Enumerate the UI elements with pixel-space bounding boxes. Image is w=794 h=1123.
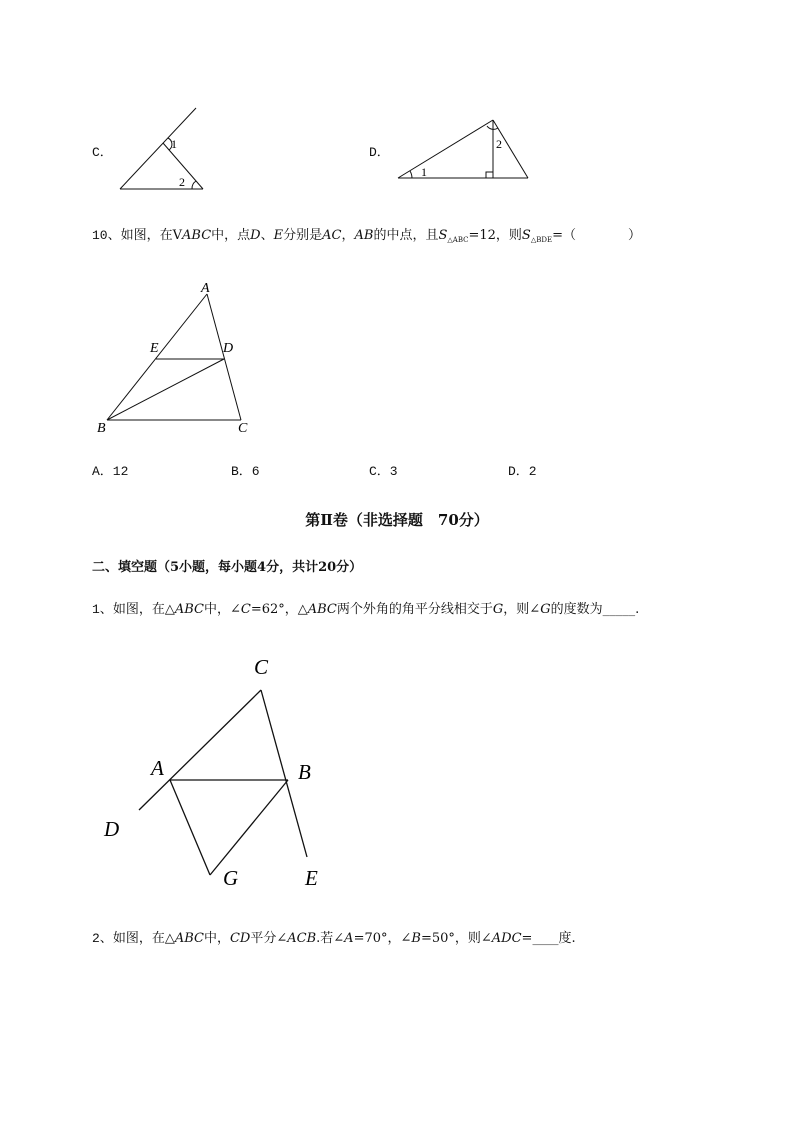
section-2-title: 第Ⅱ卷（非选择题 70分） [305,511,489,529]
q10-option-d: D．2 [508,464,537,479]
q10-label-e: E [150,341,159,356]
q10-option-a: A．12 [92,464,129,479]
q10-label-a: A [201,281,210,296]
part-2-heading: 二、填空题（5小题，每小题4分，共计20分） [92,560,363,575]
option-c-figure [110,100,220,195]
q10-label-d: D [223,341,234,356]
option-d-label: D． [369,145,390,160]
option-c-angle-1: 1 [171,137,177,151]
fill-question-1-figure [95,645,345,900]
fill-question-2-text: 2、如图，在△ABC中，CD平分∠ACB.若∠A=70°，∠B=50°，则∠ADC=____度. [92,931,576,946]
fill1-label-d: D [104,817,120,841]
q10-option-b: B．6 [231,464,260,479]
option-d-angle-1: 1 [421,165,427,179]
q10-label-c: C [238,421,248,436]
fill1-label-b: B [298,760,311,784]
option-c-label: C． [92,145,113,160]
option-c-angle-2: 2 [179,175,185,189]
fill1-label-a: A [151,756,164,780]
q10-option-c: C．3 [369,464,398,479]
question-10-figure [90,275,265,440]
question-10-text: 10、如图，在VABC中，点D、E分别是AC，AB的中点，且$S_{\triangle ABC}=12$，则$S_{\triangle BDE}=$（ ） [92,228,641,244]
q10-label-b: B [97,421,106,436]
option-d-angle-2: 2 [496,137,502,151]
fill1-label-e: E [305,866,318,890]
option-d-figure [390,110,535,185]
fill1-label-g: G [223,866,239,890]
fill1-label-c: C [254,655,269,679]
fill-question-1-text: 1、如图，在△ABC中，∠C=62°，△ABC两个外角的角平分线相交于G，则∠G的度数为_____. [92,602,640,617]
